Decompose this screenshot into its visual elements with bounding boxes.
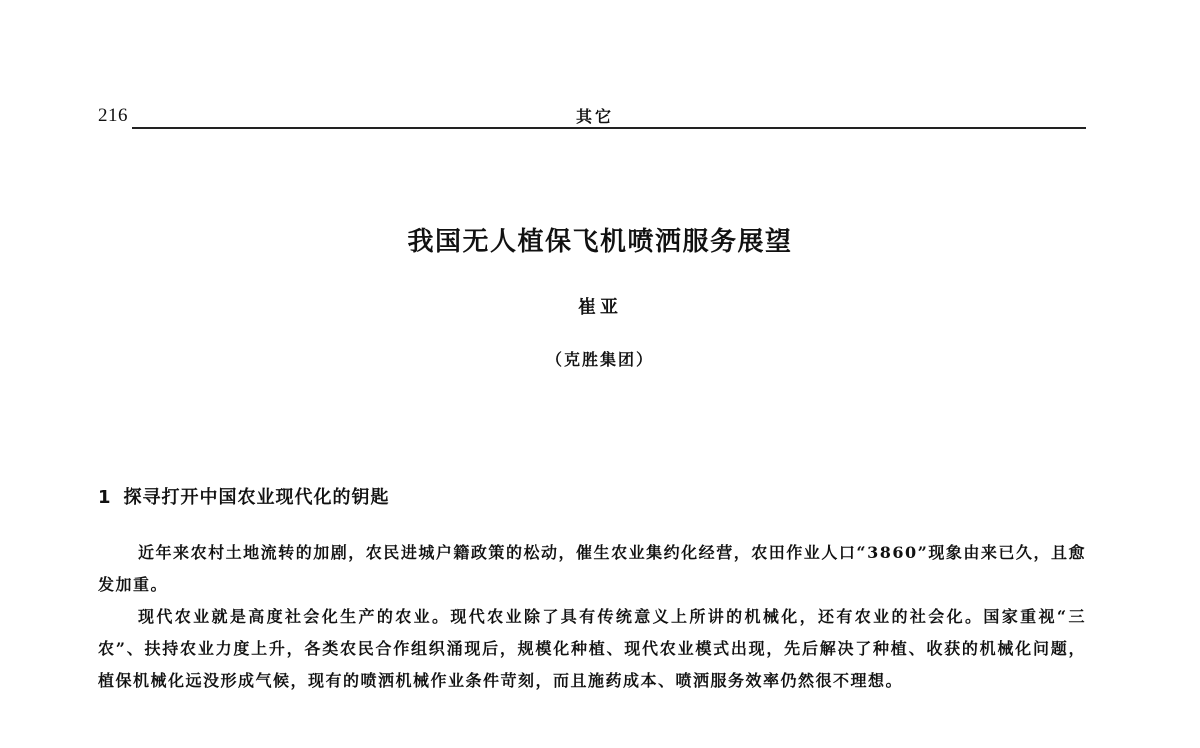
author-affiliation: （克胜集团） — [545, 350, 654, 369]
running-header — [98, 103, 1086, 129]
author-name: 崔亚 — [578, 297, 622, 318]
header-rule — [132, 127, 1086, 129]
running-section-label: 其它 — [576, 107, 615, 126]
paragraph: 近年来农村土地流转的加剧，农民进城户籍政策的松动，催生农业集约化经营，农田作业人口“3860”现象由来已久，且愈发加重。 — [98, 543, 1086, 594]
section-heading-text: 探寻打开中国农业现代化的钥匙 — [123, 487, 390, 508]
page-number: 216 — [98, 105, 128, 126]
body-text — [98, 537, 1086, 697]
section-number: 1 — [98, 487, 112, 508]
section-heading — [98, 483, 390, 509]
paper-title: 我国无人植保飞机喷洒服务展望 — [407, 227, 793, 257]
paragraph: 现代农业就是高度社会化生产的农业。现代农业除了具有传统意义上所讲的机械化，还有农业的社会化。国家重视“三农”、扶持农业力度上升，各类农民合作组织涌现后，规模化种植、现代农业模式出现，先后解决了种植、收获的机械化问题，植保机械化远没形成气候，现有的喷洒机械作业条件苛刻，而且施药成本、喷洒服务效率仍然很不理想。 — [98, 607, 1086, 690]
